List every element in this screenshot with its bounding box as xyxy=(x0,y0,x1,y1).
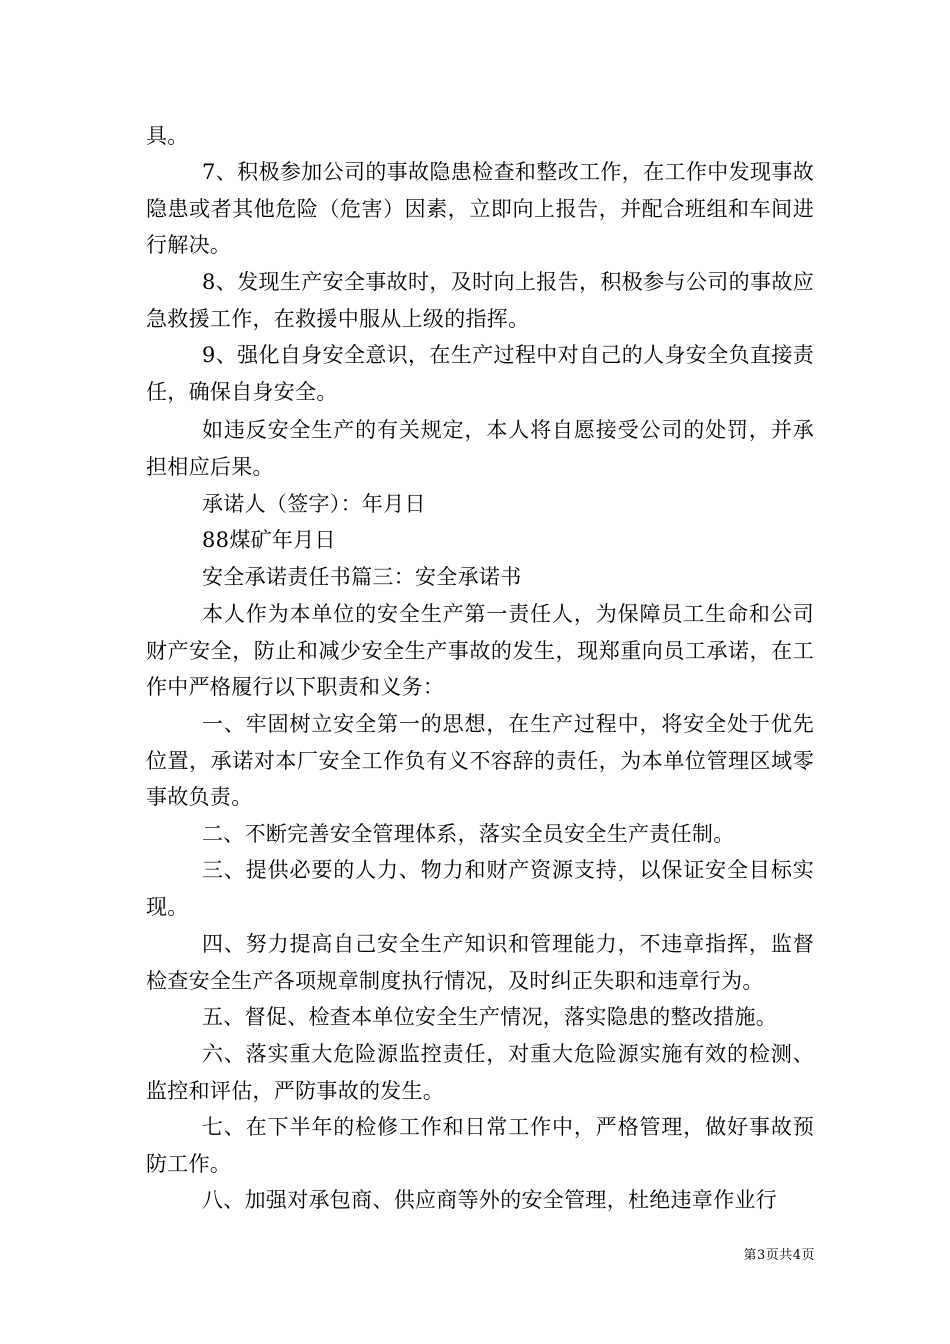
paragraph-duty-2: 二、不断完善安全管理体系，落实全员安全生产责任制。 xyxy=(202,822,735,846)
paragraph-continuation: 具。 xyxy=(146,124,189,148)
section-heading: 安全承诺责任书篇三：安全承诺书 xyxy=(202,565,522,589)
paragraph-violation-clause: 如违反安全生产的有关规定，本人将自愿接受公司的处罚，并承担相应后果。 xyxy=(146,418,814,479)
company-date-line: 88煤矿年月日 xyxy=(202,528,336,552)
paragraph-duty-1: 一、牢固树立安全第一的思想，在生产过程中，将安全处于优先位置，承诺对本厂安全工作负有义不容辞的责任，为本单位管理区域零事故负责。 xyxy=(146,712,814,809)
paragraph-item-9: 9、强化自身安全意识，在生产过程中对自己的人身安全负直接责任，确保自身安全。 xyxy=(146,343,814,404)
paragraph-duty-6: 六、落实重大危险源监控责任，对重大危险源实施有效的检测、监控和评估，严防事故的发生。 xyxy=(146,1042,814,1103)
paragraph-item-8: 8、发现生产安全事故时，及时向上报告，积极参与公司的事故应急救援工作，在救援中服从上级的指挥。 xyxy=(146,270,814,331)
paragraph-item-7: 7、积极参加公司的事故隐患检查和整改工作，在工作中发现事故隐患或者其他危险（危害）因素，立即向上报告，并配合班组和车间进行解决。 xyxy=(146,160,814,257)
paragraph-duty-7: 七、在下半年的检修工作和日常工作中，严格管理，做好事故预防工作。 xyxy=(146,1115,814,1176)
signature-line: 承诺人（签字）：年月日 xyxy=(202,492,426,516)
paragraph-duty-8: 八、加强对承包商、供应商等外的安全管理，杜绝违章作业行 xyxy=(202,1188,778,1212)
paragraph-intro: 本人作为本单位的安全生产第一责任人，为保障员工生命和公司财产安全，防止和减少安全生产事故的发生，现郑重向员工承诺，在工作中严格履行以下职责和义务： xyxy=(146,602,814,699)
paragraph-duty-4: 四、努力提高自己安全生产知识和管理能力，不违章指挥，监督检查安全生产各项规章制度执行情况，及时纠正失职和违章行为。 xyxy=(146,932,814,993)
paragraph-duty-5: 五、督促、检查本单位安全生产情况，落实隐患的整改措施。 xyxy=(202,1005,778,1029)
paragraph-duty-3: 三、提供必要的人力、物力和财产资源支持，以保证安全目标实现。 xyxy=(146,858,814,919)
page-number-footer: 第3页共4页 xyxy=(743,1248,815,1263)
